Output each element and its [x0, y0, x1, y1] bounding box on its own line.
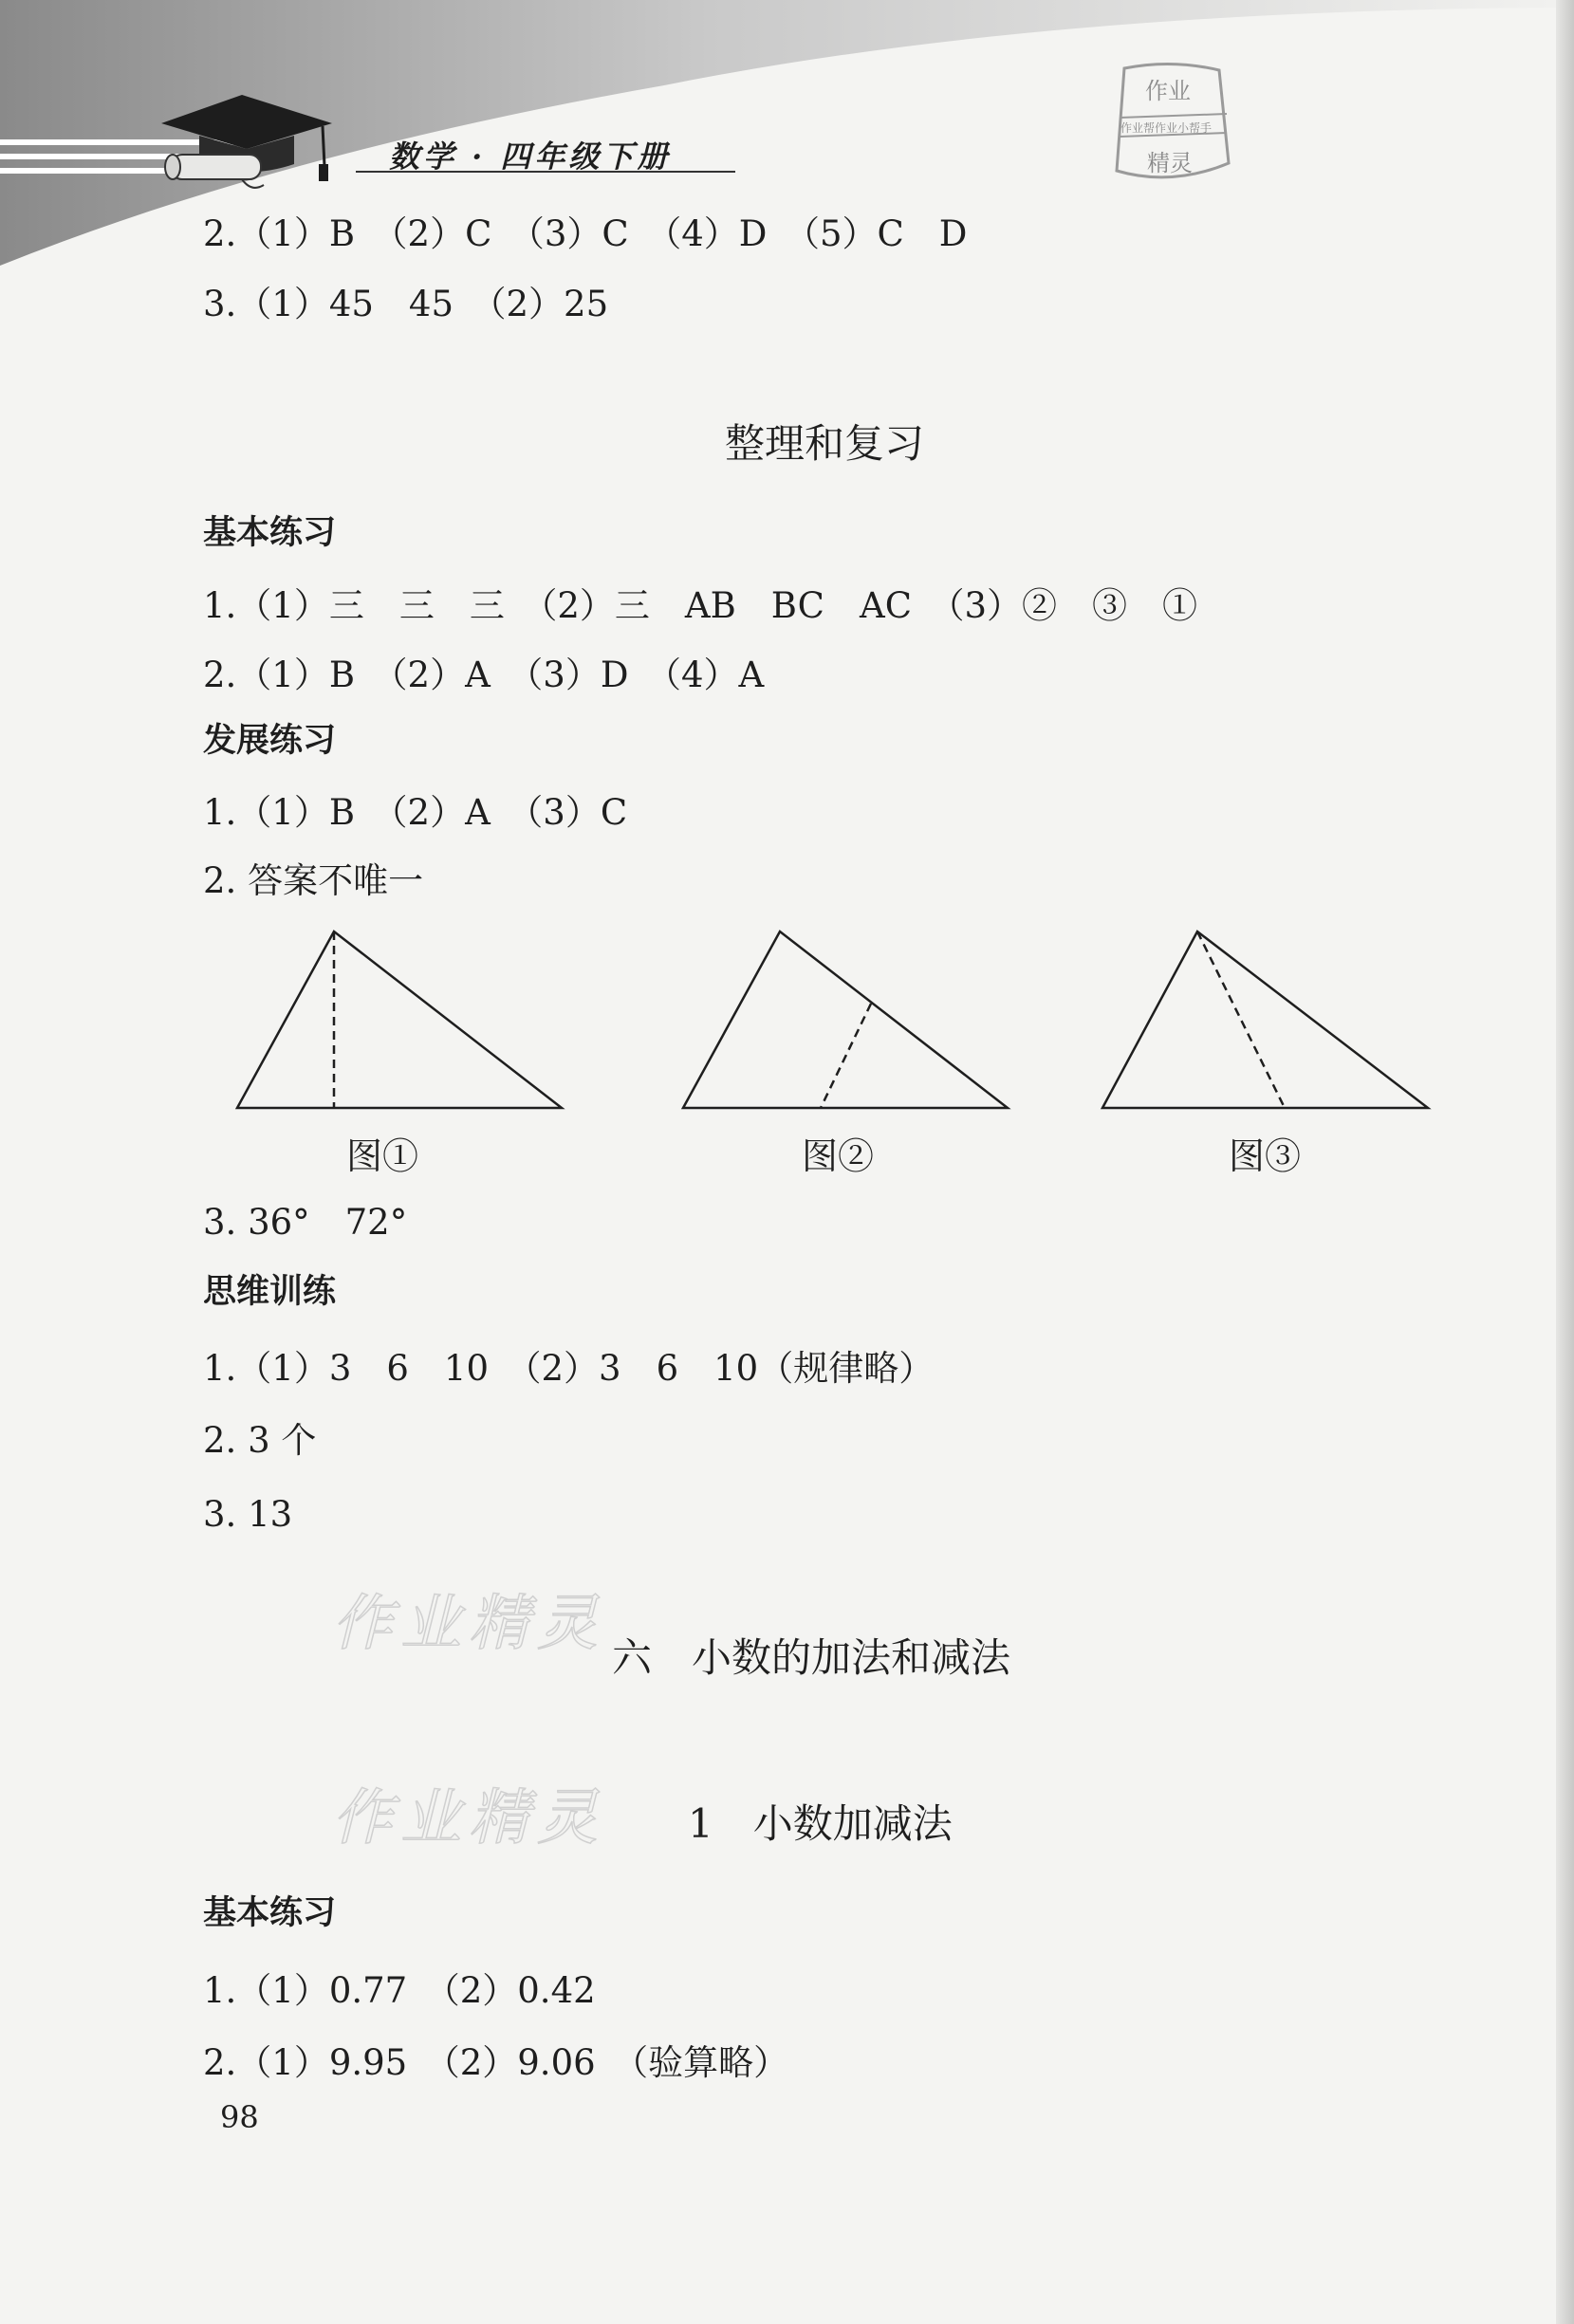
subheading-thinking: 思维训练: [203, 1273, 337, 1311]
stamp-text-2: 作业帮作业小帮手: [1120, 121, 1213, 135]
answer-line: 2.（1）B （2）A （3）D （4）A: [203, 655, 765, 695]
figure-label: 图①: [346, 1135, 419, 1177]
subheading-basic: 基本练习: [203, 1894, 337, 1932]
triangle-figures: [0, 911, 1574, 1119]
stamp-logo: [1105, 59, 1238, 187]
watermark: 作业精灵: [332, 1783, 605, 1854]
subheading-development: 发展练习: [203, 722, 337, 760]
triangle-figure-3: [1102, 931, 1428, 1108]
answer-line: 3.（1）45 45 （2）25: [203, 284, 609, 324]
stamp-text-1: 作业: [1145, 78, 1191, 104]
answer-line: 3. 36° 72°: [203, 1202, 408, 1243]
subheading-basic: 基本练习: [203, 514, 337, 552]
figure-label: 图②: [802, 1135, 875, 1177]
book-title: 数学 · 四年级下册: [389, 138, 672, 175]
triangle-figure-2: [683, 931, 1008, 1108]
watermark: 作业精灵: [332, 1589, 605, 1659]
section-title: 整理和复习: [725, 420, 925, 467]
chapter-title: 六 小数的加法和减法: [612, 1634, 1011, 1681]
answer-line: 1.（1）0.77 （2）0.42: [203, 1970, 596, 2011]
stamp-text-3: 精灵: [1147, 150, 1193, 176]
page-number: 98: [220, 2099, 259, 2135]
answer-line: 2.（1）9.95 （2）9.06 （验算略）: [203, 2042, 789, 2083]
answer-line: 1.（1）三 三 三 （2）三 AB BC AC （3）② ③ ①: [203, 585, 1198, 626]
answer-line: 1.（1）B （2）A （3）C: [203, 792, 628, 833]
figure-label: 图③: [1229, 1135, 1302, 1177]
section-title: 1 小数加减法: [688, 1800, 953, 1847]
answer-line: 2. 3 个: [203, 1420, 317, 1461]
answer-line: 3. 13: [203, 1494, 293, 1535]
answer-line: 2.（1）B （2）C （3）C （4）D （5）C D: [203, 213, 968, 254]
triangle-figure-1: [237, 931, 562, 1108]
page-edge: [1556, 0, 1574, 2324]
graduation-cap-icon: [152, 90, 342, 194]
answer-line: 2. 答案不唯一: [203, 860, 424, 901]
answer-line: 1.（1）3 6 10 （2）3 6 10（规律略）: [203, 1348, 935, 1389]
